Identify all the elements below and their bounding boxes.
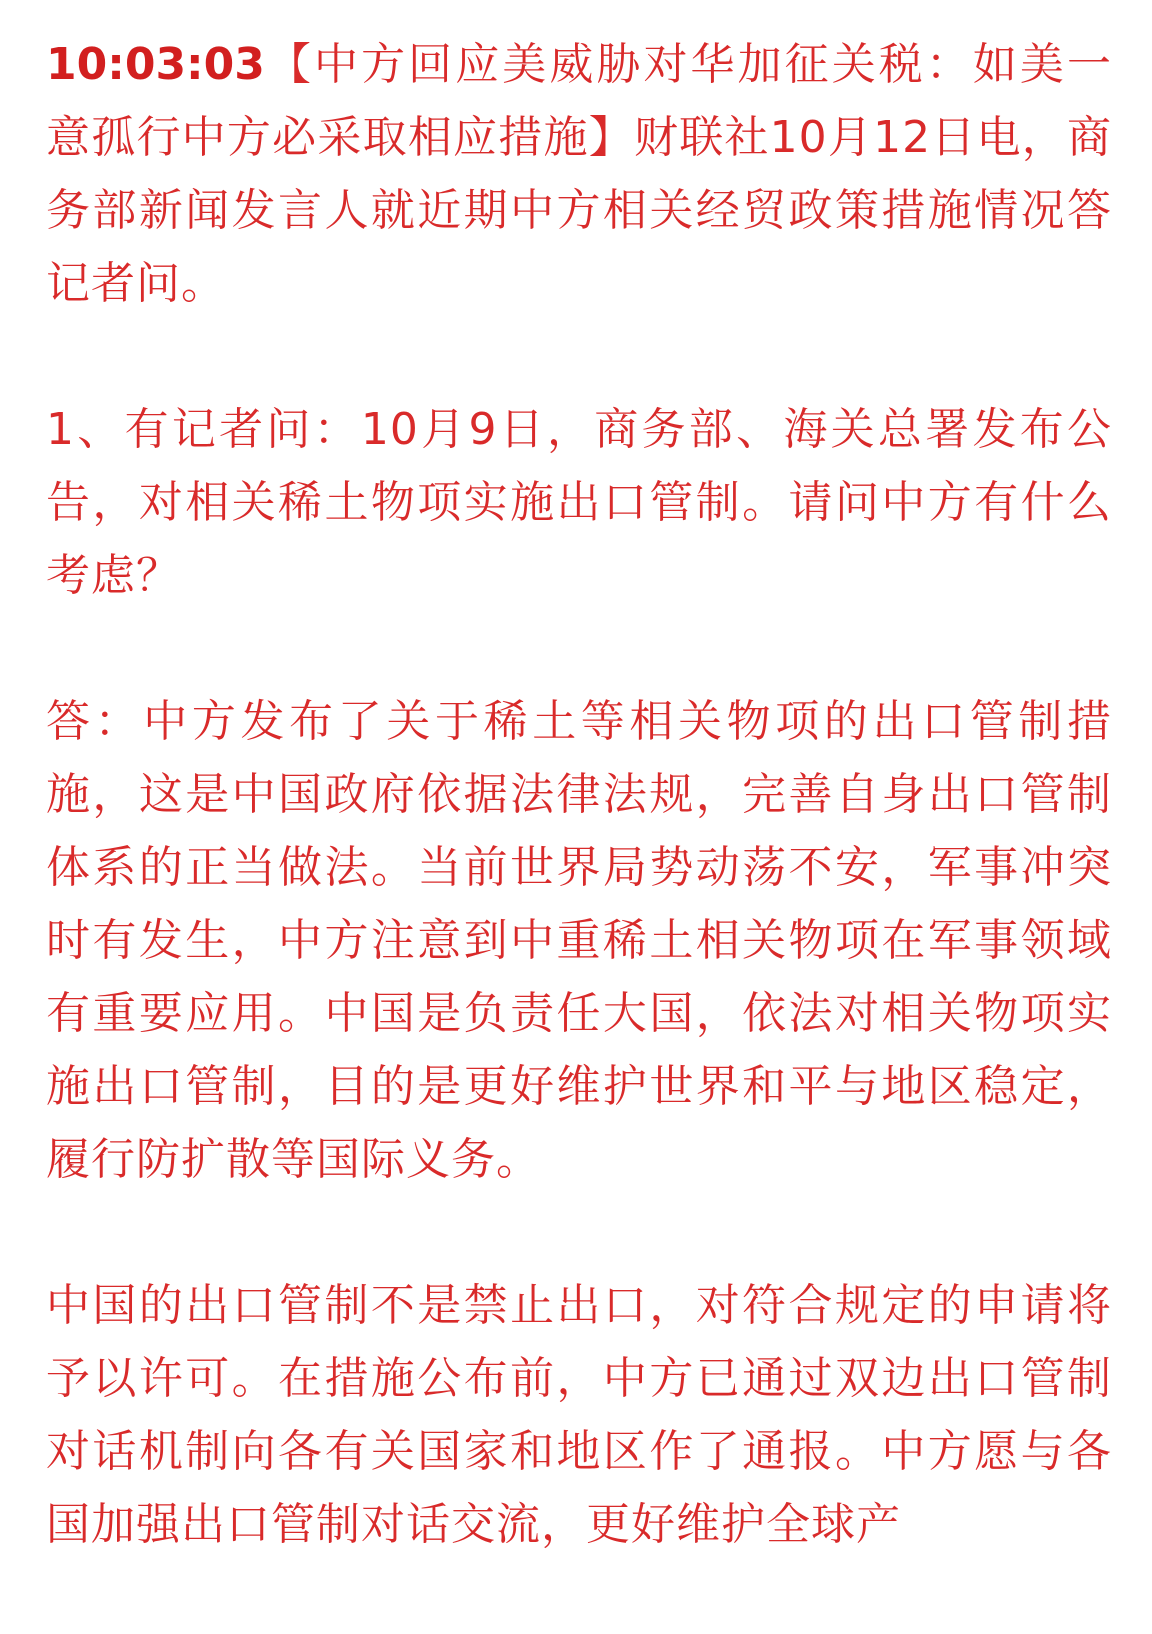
question-paragraph: 1、有记者问：10月9日，商务部、海关总署发布公告，对相关稀土物项实施出口管制。请问中方有什么考虑？ — [46, 404, 1112, 601]
body-paragraph: 中国的出口管制不是禁止出口，对符合规定的申请将予以许可。在措施公布前，中方已通过双边出口管制对话机制向各有关国家和地区作了通报。中方愿与各国加强出口管制对话交流，更好维护全球产 — [46, 1280, 1112, 1550]
headline-paragraph — [46, 28, 1112, 320]
answer-paragraph: 答：中方发布了关于稀土等相关物项的出口管制措施，这是中国政府依据法律法规，完善自身出口管制体系的正当做法。当前世界局势动荡不安，军事冲突时有发生，中方注意到中重稀土相关物项在军事领域有重要应用。中国是负责任大国，依法对相关物项实施出口管制，目的是更好维护世界和平与地区稳定，履行防扩散等国际义务。 — [46, 696, 1112, 1185]
timestamp: 10:03:03 — [46, 39, 265, 90]
headline-text: 【中方回应美威胁对华加征关税：如美一意孤行中方必采取相应措施】财联社10月12日电，商务部新闻发言人就近期中方相关经贸政策措施情况答记者问。 — [46, 39, 1112, 309]
news-article — [46, 28, 1112, 1634]
